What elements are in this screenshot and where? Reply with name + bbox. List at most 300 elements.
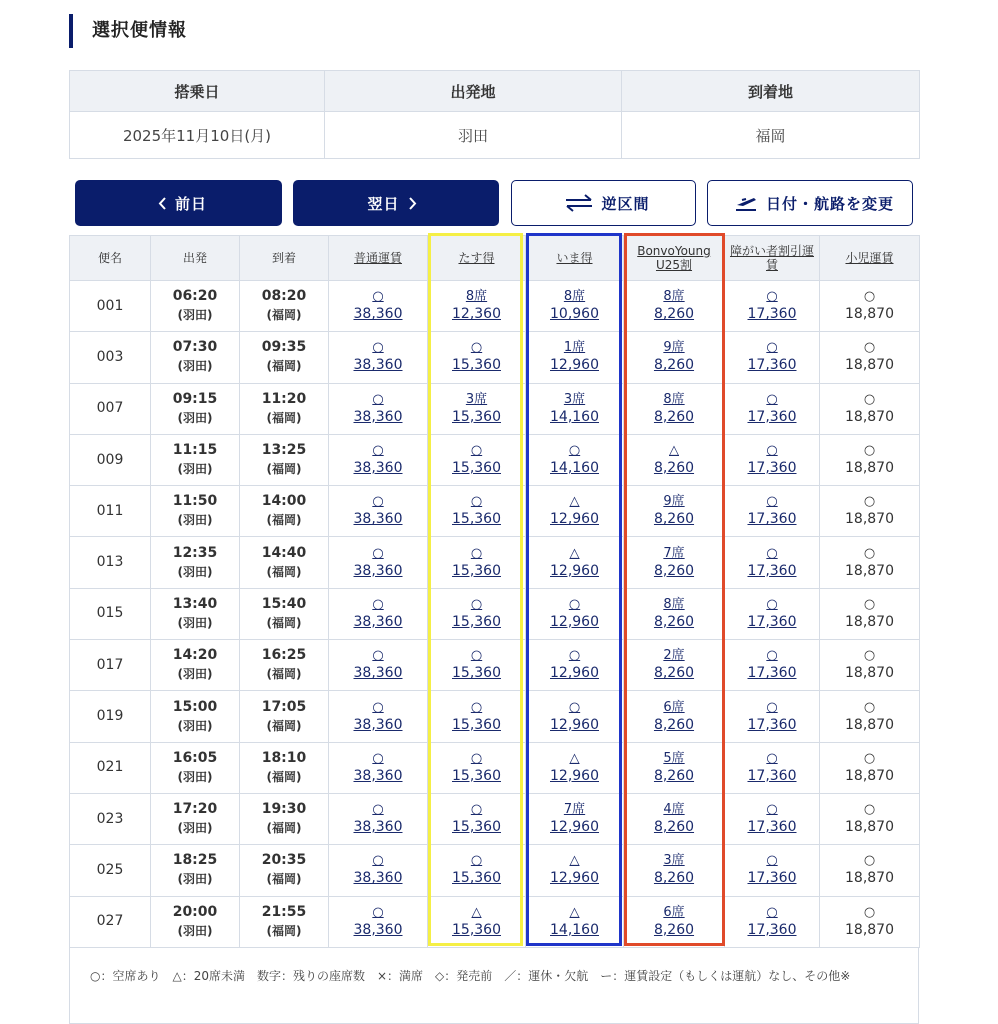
fare-price[interactable]: 15,360 xyxy=(452,716,501,733)
seat-availability[interactable]: 4席 xyxy=(663,802,685,818)
bonvo-young-fare-cell[interactable] xyxy=(624,332,725,383)
seat-availability[interactable]: 6席 xyxy=(663,904,685,920)
departure-time: 12:35 xyxy=(172,544,218,561)
col-regular-fare[interactable]: 普通運賃 xyxy=(329,236,428,281)
seat-availability[interactable]: ○ xyxy=(372,545,384,561)
fare-price[interactable]: 8,260 xyxy=(653,767,695,784)
departure-cell xyxy=(151,896,240,947)
tasutoku-fare-cell[interactable] xyxy=(428,896,526,947)
col-tasutoku-fare[interactable]: たす得 xyxy=(428,236,526,281)
table-row xyxy=(70,588,920,639)
seat-availability[interactable]: ○ xyxy=(470,545,483,561)
arrival-time: 14:40 xyxy=(261,544,307,561)
seat-availability[interactable]: 3席 xyxy=(465,391,488,407)
table-row xyxy=(70,793,920,844)
fare-price[interactable]: 17,360 xyxy=(747,306,797,323)
regular-fare-cell[interactable] xyxy=(329,793,428,844)
seat-availability[interactable]: 7席 xyxy=(663,545,685,561)
seat-availability[interactable]: ○ xyxy=(470,340,483,356)
seat-availability[interactable]: ○ xyxy=(372,699,384,715)
seat-availability: ○ xyxy=(863,289,876,305)
fare-price[interactable]: 8,260 xyxy=(653,665,695,682)
fare-price[interactable]: 12,960 xyxy=(550,819,599,836)
arrival-cell xyxy=(240,845,329,896)
change-date-route-label: 日付・航路を変更 xyxy=(765,194,894,213)
seat-availability[interactable]: ○ xyxy=(766,853,778,869)
seat-availability[interactable]: ○ xyxy=(372,391,384,407)
seat-availability[interactable]: 9席 xyxy=(663,494,685,510)
fare-price: 18,870 xyxy=(845,870,894,887)
fare-price[interactable]: 38,360 xyxy=(353,460,403,477)
seat-availability[interactable]: ○ xyxy=(372,853,384,869)
disability-fare-cell[interactable] xyxy=(725,332,820,383)
seat-availability[interactable]: ○ xyxy=(372,802,384,818)
tasutoku-fare-cell[interactable] xyxy=(428,640,526,691)
departure-cell xyxy=(151,486,240,537)
arrival-cell xyxy=(240,793,329,844)
departure-airport: (羽田) xyxy=(177,872,213,887)
departure-airport: (羽田) xyxy=(177,359,213,374)
fare-price[interactable]: 12,960 xyxy=(550,511,599,528)
col-departure: 出発 xyxy=(151,236,240,281)
regular-fare-cell[interactable] xyxy=(329,845,428,896)
seat-availability[interactable]: ○ xyxy=(470,648,483,664)
seat-availability[interactable]: ○ xyxy=(470,443,483,459)
seat-availability[interactable]: △ xyxy=(669,443,679,459)
arrival-cell xyxy=(240,537,329,588)
child-fare-cell xyxy=(820,434,920,485)
fare-price[interactable]: 17,360 xyxy=(747,562,797,579)
bonvo-young-fare-cell[interactable] xyxy=(624,434,725,485)
flight-number: 019 xyxy=(70,691,151,742)
fare-price: 18,870 xyxy=(845,562,894,579)
departure-cell xyxy=(151,434,240,485)
seat-availability[interactable]: 6席 xyxy=(663,699,685,715)
fare-price[interactable]: 17,360 xyxy=(747,819,797,836)
fare-price[interactable]: 17,360 xyxy=(747,460,797,477)
seat-availability[interactable]: ○ xyxy=(766,648,778,664)
reverse-route-button[interactable] xyxy=(511,180,696,226)
col-disability-fare[interactable]: 障がい者割引運賃 xyxy=(725,236,820,281)
seat-availability[interactable]: △ xyxy=(569,494,580,510)
imatoku-fare-cell[interactable] xyxy=(526,640,624,691)
fare-price[interactable]: 8,260 xyxy=(653,357,695,374)
tasutoku-fare-cell[interactable] xyxy=(428,537,526,588)
seat-availability[interactable]: 3席 xyxy=(663,853,685,869)
col-flight-no: 便名 xyxy=(70,236,151,281)
bonvo-young-fare-cell[interactable] xyxy=(624,281,725,332)
bonvo-young-fare-cell[interactable] xyxy=(624,793,725,844)
fare-price: 18,870 xyxy=(845,306,894,323)
arrival-airport: (福岡) xyxy=(266,923,302,938)
fare-price[interactable]: 8,260 xyxy=(653,716,695,733)
seat-availability[interactable]: ○ xyxy=(470,494,483,510)
seat-availability[interactable]: 2席 xyxy=(663,648,685,664)
regular-fare-cell[interactable] xyxy=(329,537,428,588)
fare-price[interactable]: 17,360 xyxy=(747,511,797,528)
fare-price[interactable]: 17,360 xyxy=(747,613,797,630)
seat-availability[interactable]: 3席 xyxy=(563,391,586,407)
seat-availability[interactable]: △ xyxy=(569,545,580,561)
fare-price[interactable]: 38,360 xyxy=(353,511,403,528)
fare-price[interactable]: 10,960 xyxy=(550,306,599,323)
col-bonvo-young-fare[interactable]: BonvoYoung U25割 xyxy=(624,236,725,281)
flight-number: 021 xyxy=(70,742,151,793)
imatoku-fare-cell[interactable] xyxy=(526,486,624,537)
departure-cell xyxy=(151,845,240,896)
tasutoku-fare-cell[interactable] xyxy=(428,486,526,537)
fare-price: 18,870 xyxy=(845,921,894,938)
bonvo-young-fare-cell[interactable] xyxy=(624,845,725,896)
fare-price[interactable]: 12,960 xyxy=(550,870,599,887)
seat-availability[interactable]: ○ xyxy=(766,802,778,818)
regular-fare-cell[interactable] xyxy=(329,281,428,332)
seat-availability[interactable]: ○ xyxy=(470,853,483,869)
fare-price[interactable]: 38,360 xyxy=(353,562,403,579)
fare-price[interactable]: 8,260 xyxy=(653,613,695,630)
imatoku-fare-cell[interactable] xyxy=(526,691,624,742)
imatoku-fare-cell[interactable] xyxy=(526,537,624,588)
seat-availability[interactable]: ○ xyxy=(372,340,384,356)
regular-fare-cell[interactable] xyxy=(329,588,428,639)
fare-price[interactable]: 8,260 xyxy=(653,562,695,579)
departure-time: 11:15 xyxy=(172,442,218,459)
arrival-time: 11:20 xyxy=(261,390,307,407)
tasutoku-fare-cell[interactable] xyxy=(428,434,526,485)
bonvo-young-fare-cell[interactable] xyxy=(624,383,725,434)
fare-price[interactable]: 8,260 xyxy=(653,511,695,528)
bonvo-young-fare-cell[interactable] xyxy=(624,486,725,537)
tasutoku-fare-cell[interactable] xyxy=(428,281,526,332)
flight-number: 013 xyxy=(70,537,151,588)
fare-price[interactable]: 14,160 xyxy=(550,460,599,477)
disability-fare-cell[interactable] xyxy=(725,383,820,434)
fare-price[interactable]: 14,160 xyxy=(550,408,599,425)
regular-fare-cell[interactable] xyxy=(329,640,428,691)
fare-price[interactable]: 15,360 xyxy=(452,562,501,579)
seat-availability[interactable]: 1席 xyxy=(563,340,586,356)
table-row xyxy=(70,640,920,691)
seat-availability[interactable]: ○ xyxy=(766,443,778,459)
departure-time: 13:40 xyxy=(172,595,218,612)
arrival-cell xyxy=(240,332,329,383)
imatoku-fare-cell[interactable] xyxy=(526,332,624,383)
seat-availability[interactable]: 8席 xyxy=(465,289,488,305)
imatoku-fare-cell[interactable] xyxy=(526,434,624,485)
tasutoku-fare-cell[interactable] xyxy=(428,332,526,383)
tasutoku-fare-cell[interactable] xyxy=(428,845,526,896)
fare-price[interactable]: 12,960 xyxy=(550,716,599,733)
tasutoku-fare-cell[interactable] xyxy=(428,383,526,434)
fare-price[interactable]: 38,360 xyxy=(353,665,403,682)
fare-price[interactable]: 12,960 xyxy=(550,767,599,784)
fare-price[interactable]: 15,360 xyxy=(452,921,501,938)
seat-availability[interactable]: ○ xyxy=(372,904,384,920)
fare-price[interactable]: 17,360 xyxy=(747,357,797,374)
disability-fare-cell[interactable] xyxy=(725,640,820,691)
flight-number: 025 xyxy=(70,845,151,896)
seat-availability[interactable]: 8席 xyxy=(663,391,685,407)
arrival-airport: (福岡) xyxy=(266,359,302,374)
seat-availability[interactable]: ○ xyxy=(568,699,581,715)
bonvo-young-fare-cell[interactable] xyxy=(624,896,725,947)
fare-price[interactable]: 17,360 xyxy=(747,767,797,784)
child-fare-cell xyxy=(820,896,920,947)
departure-airport: (羽田) xyxy=(177,821,213,836)
destination-header: 到着地 xyxy=(622,71,920,112)
regular-fare-cell[interactable] xyxy=(329,383,428,434)
imatoku-fare-cell[interactable] xyxy=(526,896,624,947)
fare-price[interactable]: 17,360 xyxy=(747,665,797,682)
seat-availability[interactable]: ○ xyxy=(766,699,778,715)
seat-availability[interactable]: ○ xyxy=(766,750,778,766)
fare-price[interactable]: 15,360 xyxy=(452,613,501,630)
seat-availability[interactable]: ○ xyxy=(470,750,483,766)
regular-fare-cell[interactable] xyxy=(329,896,428,947)
child-fare-cell xyxy=(820,845,920,896)
disability-fare-cell[interactable] xyxy=(725,281,820,332)
seat-availability[interactable]: △ xyxy=(569,750,580,766)
next-day-button[interactable] xyxy=(293,180,499,226)
seat-availability[interactable]: ○ xyxy=(766,289,778,305)
flight-number: 007 xyxy=(70,383,151,434)
departure-airport: (羽田) xyxy=(177,308,213,323)
seat-availability[interactable]: 8席 xyxy=(563,289,586,305)
flight-number: 023 xyxy=(70,793,151,844)
departure-cell xyxy=(151,793,240,844)
reverse-route-label: 逆区間 xyxy=(601,194,650,213)
fare-price[interactable]: 17,360 xyxy=(747,921,797,938)
arrival-airport: (福岡) xyxy=(266,564,302,579)
fare-price[interactable]: 12,960 xyxy=(550,613,599,630)
regular-fare-cell[interactable] xyxy=(329,486,428,537)
fare-price: 18,870 xyxy=(845,716,894,733)
seat-status-legend: ○：空席あり △：20席未満 数字：残りの座席数 ×：満席 ◇：発売前 ／：運休・欠航 ー：運賃設定（もしくは運航）なし、その他※ xyxy=(69,947,919,1024)
seat-availability[interactable]: △ xyxy=(569,904,580,920)
imatoku-fare-cell[interactable] xyxy=(526,793,624,844)
table-row xyxy=(70,332,920,383)
seat-availability[interactable]: ○ xyxy=(470,596,483,612)
arrival-airport: (福岡) xyxy=(266,769,302,784)
disability-fare-cell[interactable] xyxy=(725,896,820,947)
seat-availability[interactable]: ○ xyxy=(372,494,384,510)
fare-price[interactable]: 17,360 xyxy=(747,870,797,887)
fare-price[interactable]: 8,260 xyxy=(653,408,695,425)
imatoku-fare-cell[interactable] xyxy=(526,281,624,332)
fare-price[interactable]: 38,360 xyxy=(353,357,403,374)
bonvo-young-fare-cell[interactable] xyxy=(624,691,725,742)
arrival-cell xyxy=(240,640,329,691)
fare-price[interactable]: 17,360 xyxy=(747,408,797,425)
child-fare-cell xyxy=(820,742,920,793)
arrival-time: 17:05 xyxy=(261,698,307,715)
fare-price[interactable]: 38,360 xyxy=(353,870,403,887)
seat-availability[interactable]: ○ xyxy=(372,648,384,664)
fare-price[interactable]: 38,360 xyxy=(353,921,403,938)
tasutoku-fare-cell[interactable] xyxy=(428,793,526,844)
arrival-airport: (福岡) xyxy=(266,410,302,425)
seat-availability[interactable]: ○ xyxy=(372,750,384,766)
fare-price[interactable]: 15,360 xyxy=(452,357,501,374)
disability-fare-cell[interactable] xyxy=(725,588,820,639)
table-row xyxy=(70,434,920,485)
seat-availability[interactable]: ○ xyxy=(766,494,778,510)
fare-price[interactable]: 8,260 xyxy=(653,819,695,836)
disability-fare-cell[interactable] xyxy=(725,434,820,485)
seat-availability[interactable]: ○ xyxy=(568,648,581,664)
imatoku-fare-cell[interactable] xyxy=(526,845,624,896)
seat-availability[interactable]: △ xyxy=(569,853,580,869)
seat-availability: ○ xyxy=(863,494,876,510)
fare-price[interactable]: 38,360 xyxy=(353,613,403,630)
departure-time: 15:00 xyxy=(172,698,218,715)
fare-price[interactable]: 15,360 xyxy=(452,819,501,836)
fare-price: 18,870 xyxy=(845,460,894,477)
seat-availability[interactable]: 8席 xyxy=(663,596,685,612)
arrival-airport: (福岡) xyxy=(266,462,302,477)
seat-availability[interactable]: ○ xyxy=(568,443,581,459)
seat-availability[interactable]: 8席 xyxy=(663,289,685,305)
arrival-time: 19:30 xyxy=(261,801,307,818)
fare-price[interactable]: 38,360 xyxy=(353,716,403,733)
arrival-cell xyxy=(240,588,329,639)
seat-availability[interactable]: ○ xyxy=(372,289,384,305)
imatoku-fare-cell[interactable] xyxy=(526,588,624,639)
seat-availability[interactable]: ○ xyxy=(470,802,483,818)
swap-arrows-icon xyxy=(565,194,593,212)
arrival-time: 20:35 xyxy=(261,852,307,869)
table-row xyxy=(70,845,920,896)
flight-number: 001 xyxy=(70,281,151,332)
chevron-left-icon xyxy=(158,197,167,210)
seat-availability[interactable]: ○ xyxy=(568,596,581,612)
arrival-time: 16:25 xyxy=(261,647,307,664)
fare-price[interactable]: 38,360 xyxy=(353,767,403,784)
disability-fare-cell[interactable] xyxy=(725,537,820,588)
seat-availability[interactable]: ○ xyxy=(372,596,384,612)
fare-price[interactable]: 38,360 xyxy=(353,408,403,425)
regular-fare-cell[interactable] xyxy=(329,332,428,383)
fare-price[interactable]: 15,360 xyxy=(452,767,501,784)
departure-cell xyxy=(151,742,240,793)
departure-time: 11:50 xyxy=(172,493,218,510)
departure-time: 18:25 xyxy=(172,852,218,869)
flight-number: 027 xyxy=(70,896,151,947)
bonvo-young-fare-cell[interactable] xyxy=(624,537,725,588)
tasutoku-fare-cell[interactable] xyxy=(428,588,526,639)
fare-price: 18,870 xyxy=(845,511,894,528)
col-imatoku-fare[interactable]: いま得 xyxy=(526,236,624,281)
fare-price[interactable]: 12,960 xyxy=(550,665,599,682)
imatoku-fare-cell[interactable] xyxy=(526,742,624,793)
fare-price[interactable]: 12,960 xyxy=(550,357,599,374)
arrival-airport: (福岡) xyxy=(266,667,302,682)
fare-price[interactable]: 17,360 xyxy=(747,716,797,733)
fare-price[interactable]: 8,260 xyxy=(653,460,695,477)
fare-price[interactable]: 14,160 xyxy=(550,921,599,938)
seat-availability: ○ xyxy=(863,750,876,766)
fare-price[interactable]: 15,360 xyxy=(452,665,501,682)
departure-airport: (羽田) xyxy=(177,564,213,579)
fare-price: 18,870 xyxy=(845,613,894,630)
child-fare-cell xyxy=(820,793,920,844)
arrival-time: 15:40 xyxy=(261,595,307,612)
chevron-right-icon xyxy=(408,197,417,210)
regular-fare-cell[interactable] xyxy=(329,742,428,793)
fare-price[interactable]: 38,360 xyxy=(353,306,403,323)
fare-price[interactable]: 8,260 xyxy=(653,306,695,323)
change-date-route-button[interactable] xyxy=(707,180,913,226)
seat-availability[interactable]: 7席 xyxy=(563,802,586,818)
seat-availability: ○ xyxy=(863,699,876,715)
seat-availability[interactable]: ○ xyxy=(766,596,778,612)
regular-fare-cell[interactable] xyxy=(329,691,428,742)
table-row xyxy=(70,383,920,434)
tasutoku-fare-cell[interactable] xyxy=(428,742,526,793)
regular-fare-cell[interactable] xyxy=(329,434,428,485)
seat-availability[interactable]: ○ xyxy=(766,391,778,407)
seat-availability[interactable]: ○ xyxy=(766,545,778,561)
departure-time: 14:20 xyxy=(172,647,218,664)
fare-price: 18,870 xyxy=(845,408,894,425)
fare-price[interactable]: 8,260 xyxy=(653,921,695,938)
departure-cell xyxy=(151,588,240,639)
fare-price[interactable]: 15,360 xyxy=(452,511,501,528)
fare-price[interactable]: 38,360 xyxy=(353,819,403,836)
arrival-time: 08:20 xyxy=(261,288,307,305)
fare-price[interactable]: 8,260 xyxy=(653,870,695,887)
fare-price[interactable]: 15,360 xyxy=(452,460,501,477)
bonvo-young-fare-cell[interactable] xyxy=(624,640,725,691)
disability-fare-cell[interactable] xyxy=(725,793,820,844)
child-fare-cell xyxy=(820,281,920,332)
next-day-label: 翌日 xyxy=(367,194,400,213)
disability-fare-cell[interactable] xyxy=(725,691,820,742)
departure-time: 06:20 xyxy=(172,288,218,305)
seat-availability[interactable]: ○ xyxy=(372,443,384,459)
departure-airport: (羽田) xyxy=(177,462,213,477)
boarding-date-header: 搭乗日 xyxy=(70,71,325,112)
departure-time: 16:05 xyxy=(172,749,218,766)
seat-availability[interactable]: △ xyxy=(471,904,482,920)
seat-availability[interactable]: ○ xyxy=(470,699,483,715)
fare-price: 18,870 xyxy=(845,819,894,836)
col-child-fare[interactable]: 小児運賃 xyxy=(820,236,920,281)
bonvo-young-fare-cell[interactable] xyxy=(624,588,725,639)
fare-price[interactable]: 12,960 xyxy=(550,562,599,579)
imatoku-fare-cell[interactable] xyxy=(526,383,624,434)
seat-availability[interactable]: 9席 xyxy=(663,340,685,356)
arrival-cell xyxy=(240,742,329,793)
disability-fare-cell[interactable] xyxy=(725,845,820,896)
fare-price[interactable]: 15,360 xyxy=(452,870,501,887)
fare-price[interactable]: 15,360 xyxy=(452,408,501,425)
arrival-cell xyxy=(240,383,329,434)
prev-day-button[interactable] xyxy=(75,180,282,226)
seat-availability[interactable]: ○ xyxy=(766,340,778,356)
seat-availability[interactable]: ○ xyxy=(766,904,778,920)
disability-fare-cell[interactable] xyxy=(725,486,820,537)
tasutoku-fare-cell[interactable] xyxy=(428,691,526,742)
bonvo-young-fare-cell[interactable] xyxy=(624,742,725,793)
departure-cell xyxy=(151,691,240,742)
seat-availability[interactable]: 5席 xyxy=(663,750,685,766)
arrival-cell xyxy=(240,691,329,742)
disability-fare-cell[interactable] xyxy=(725,742,820,793)
child-fare-cell xyxy=(820,588,920,639)
fare-price[interactable]: 12,360 xyxy=(452,306,501,323)
origin-header: 出発地 xyxy=(325,71,622,112)
